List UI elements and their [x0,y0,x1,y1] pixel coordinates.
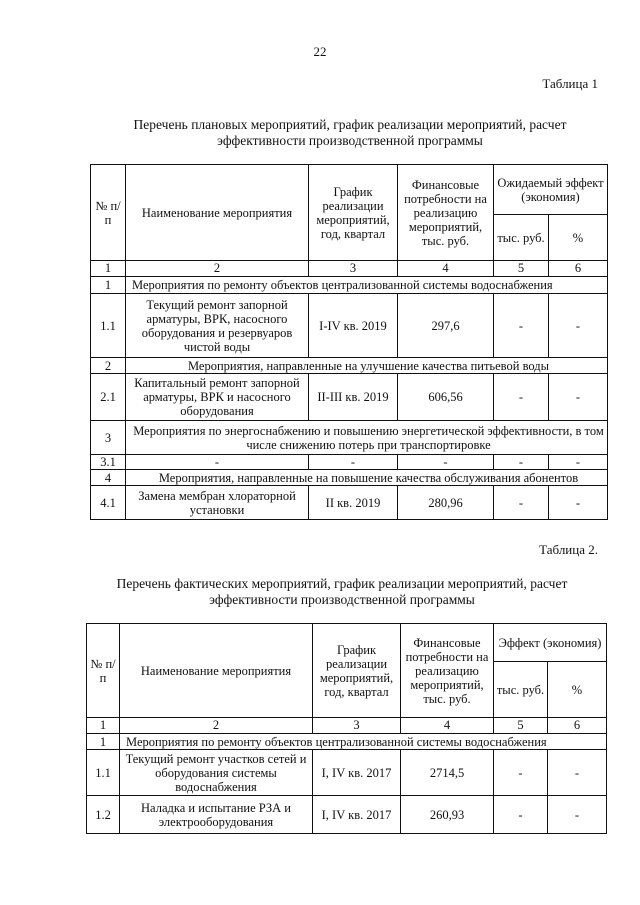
row-name: Текущий ремонт участков сетей и оборудования системы водоснабжения [120,750,313,796]
table1-column-numbers [91,261,608,277]
table1-header-percent: % [549,215,608,261]
section-title: Мероприятия, направленные на улучшение качества питьевой воды [126,358,608,374]
table1-header-effect: Ожидаемый эффект (экономия) [494,165,608,215]
table2-header-schedule: График реализации мероприятий, год, квартал [313,624,401,718]
row-effect-pct: - [549,374,608,421]
table2-section-row [87,734,607,750]
row-name: Наладка и испытание РЗА и электрооборудования [120,796,313,834]
page-number: 22 [313,44,327,59]
row-effect-pct: - [549,294,608,358]
table1-row [91,374,608,421]
table2-colnum: 6 [548,718,607,734]
section-num: 1 [87,734,120,750]
row-effect-rub: - [494,796,548,834]
table2-row [87,750,607,796]
table1-row [91,455,608,470]
table1-header-name: Наименование мероприятия [126,165,309,261]
row-effect-rub: - [494,294,549,358]
row-num: 1.1 [87,750,120,796]
section-title: Мероприятия по ремонту объектов централизованной системы водоснабжения [120,734,607,750]
row-num: 4.1 [91,486,126,520]
row-num: 3.1 [91,455,126,470]
table2-header-num: № п/ п [87,624,120,718]
table1-colnum: 5 [494,261,549,277]
table1 [90,164,608,520]
row-effect-rub: - [494,486,549,520]
row-schedule: II-III кв. 2019 [309,374,398,421]
table2-caption: Таблица 2. [539,542,598,557]
table1-caption: Таблица 1 [542,76,598,91]
table2-title [0,576,640,608]
table1-section-row [91,358,608,374]
table2-colnum: 3 [313,718,401,734]
table2-header-finance: Финансовые потребности на реализацию мероприятий, тыс. руб. [401,624,494,718]
table1-title-line2: эффективности производственной программы [217,133,483,148]
row-effect-pct: - [549,455,608,470]
table1-colnum: 1 [91,261,126,277]
section-num: 1 [91,277,126,294]
table2-colnum: 2 [120,718,313,734]
table2-title-line1: Перечень фактических мероприятий, график реализации мероприятий, расчет [116,576,568,591]
table1-header-num: № п/ п [91,165,126,261]
row-finance: 2714,5 [401,750,494,796]
table2-header-name: Наименование мероприятия [120,624,313,718]
table1-header-schedule: График реализации мероприятий, год, квартал [309,165,398,261]
row-schedule: I, IV кв. 2017 [313,750,401,796]
table1-row [91,486,608,520]
row-num: 1.2 [87,796,120,834]
section-title: Мероприятия по энергоснабжению и повышению энергетической эффективности, в том числе снижению потерь при транспортировке [126,421,608,455]
table2-row [87,796,607,834]
row-finance: 260,93 [401,796,494,834]
row-name: Текущий ремонт запорной арматуры, ВРК, насосного оборудования и резервуаров чистой воды [126,294,309,358]
row-effect-pct: - [548,750,607,796]
row-num: 2.1 [91,374,126,421]
row-name: - [126,455,309,470]
row-name: Замена мембран хлораторной установки [126,486,309,520]
row-schedule: - [309,455,398,470]
section-title: Мероприятия, направленные на повышение качества обслуживания абонентов [126,470,608,486]
row-name: Капитальный ремонт запорной арматуры, ВРК и насосного оборудования [126,374,309,421]
table2-header-percent: % [548,662,607,718]
row-effect-pct: - [548,796,607,834]
table2-colnum: 4 [401,718,494,734]
row-schedule: I-IV кв. 2019 [309,294,398,358]
row-effect-rub: - [494,455,549,470]
section-title: Мероприятия по ремонту объектов централизованной системы водоснабжения [126,277,608,294]
row-finance: 606,56 [398,374,494,421]
section-num: 3 [91,421,126,455]
row-num: 1.1 [91,294,126,358]
table1-header-thousand-rub: тыс. руб. [494,215,549,261]
table1-row [91,294,608,358]
table2-header-effect: Эффект (экономия) [494,624,607,662]
row-finance: 280,96 [398,486,494,520]
table1-section-row [91,421,608,455]
row-finance: 297,6 [398,294,494,358]
table1-title [0,117,640,149]
table1-colnum: 2 [126,261,309,277]
table2-colnum: 5 [494,718,548,734]
section-num: 2 [91,358,126,374]
table2 [86,623,607,834]
row-effect-rub: - [494,750,548,796]
row-schedule: I, IV кв. 2017 [313,796,401,834]
table2-column-numbers [87,718,607,734]
table1-colnum: 3 [309,261,398,277]
table1-colnum: 6 [549,261,608,277]
table1-section-row [91,277,608,294]
table1-title-line1: Перечень плановых мероприятий, график реализации мероприятий, расчет [133,117,567,132]
table1-section-row [91,470,608,486]
section-num: 4 [91,470,126,486]
table1-header-finance: Финансовые потребности на реализацию мероприятий, тыс. руб. [398,165,494,261]
row-finance: - [398,455,494,470]
table2-title-line2: эффективности производственной программы [209,592,475,607]
row-effect-rub: - [494,374,549,421]
table1-colnum: 4 [398,261,494,277]
table2-colnum: 1 [87,718,120,734]
table2-header-thousand-rub: тыс. руб. [494,662,548,718]
row-effect-pct: - [549,486,608,520]
row-schedule: II кв. 2019 [309,486,398,520]
